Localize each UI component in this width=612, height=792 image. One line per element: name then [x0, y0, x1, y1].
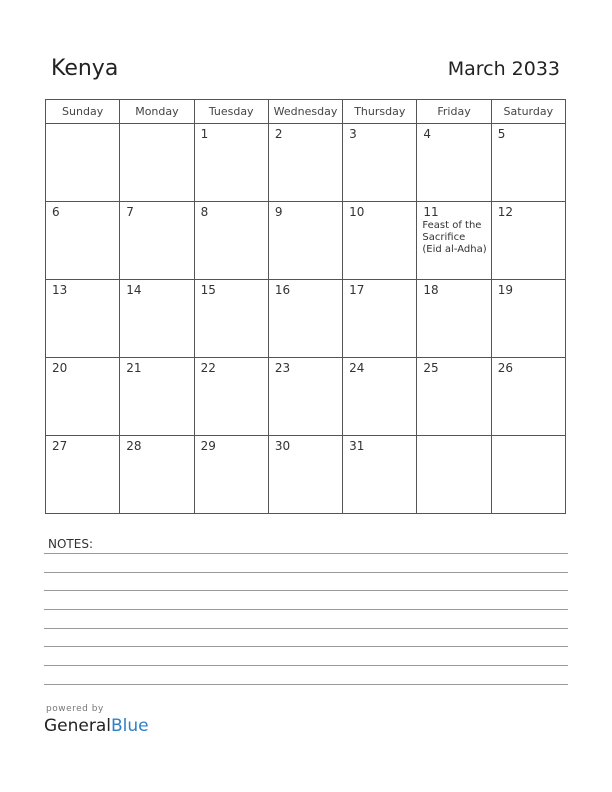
day-number: 24 — [349, 361, 365, 375]
week-row — [46, 124, 566, 202]
day-cell — [268, 124, 342, 202]
day-cell — [46, 436, 120, 514]
day-number: 3 — [349, 127, 357, 141]
day-number: 10 — [349, 205, 365, 219]
day-number: 12 — [497, 205, 513, 219]
day-cell — [46, 280, 120, 358]
day-number — [120, 124, 193, 127]
day-number: 8 — [200, 205, 209, 219]
day-cell — [46, 124, 120, 202]
day-number: 21 — [126, 361, 142, 375]
day-cell — [194, 202, 268, 280]
day-cell — [343, 202, 417, 280]
week-row — [46, 436, 566, 514]
day-number: 14 — [126, 283, 142, 297]
day-number — [492, 436, 565, 439]
country-title: Kenya — [51, 56, 119, 81]
note-line — [44, 609, 568, 610]
month-year-title: March 2033 — [447, 58, 560, 80]
day-number: 20 — [52, 361, 68, 375]
day-number: 6 — [52, 205, 60, 219]
weekday-friday: Friday — [417, 100, 491, 124]
day-number: 30 — [274, 439, 291, 453]
day-cell — [194, 358, 268, 436]
powered-by-text: powered by — [46, 704, 104, 714]
day-cell — [120, 358, 194, 436]
day-number: 18 — [423, 283, 439, 297]
day-number: 11 — [423, 205, 439, 219]
day-cell — [194, 436, 268, 514]
day-cell — [491, 124, 565, 202]
day-cell — [268, 280, 342, 358]
weekday-sunday: Sunday — [46, 100, 120, 124]
day-cell — [120, 280, 194, 358]
holiday-label: Feast of the Sacrifice (Eid al-Adha) — [422, 220, 487, 255]
day-cell — [417, 280, 491, 358]
day-cell — [417, 358, 491, 436]
day-cell — [120, 436, 194, 514]
day-cell — [491, 436, 565, 514]
note-line — [44, 553, 568, 554]
day-cell — [491, 358, 565, 436]
note-line — [44, 684, 568, 685]
day-number: 1 — [200, 127, 209, 141]
day-number: 2 — [274, 127, 283, 141]
logo-general: General — [44, 716, 111, 736]
weekday-wednesday: Wednesday — [268, 100, 342, 124]
notes-label: NOTES: — [48, 537, 93, 551]
day-number: 28 — [126, 439, 142, 453]
week-row — [46, 202, 566, 280]
generalblue-logo — [44, 716, 149, 736]
weekday-thursday: Thursday — [343, 100, 417, 124]
day-cell — [343, 124, 417, 202]
day-number: 9 — [274, 205, 283, 219]
day-number: 4 — [423, 127, 432, 141]
day-number: 7 — [126, 205, 134, 219]
weekday-tuesday: Tuesday — [194, 100, 268, 124]
weekday-saturday: Saturday — [491, 100, 565, 124]
day-number: 22 — [200, 361, 216, 375]
day-cell — [194, 280, 268, 358]
day-cell — [343, 280, 417, 358]
day-number: 26 — [497, 361, 513, 375]
day-number: 25 — [423, 361, 439, 375]
day-cell — [491, 202, 565, 280]
weekday-header-row — [46, 100, 566, 124]
day-cell — [120, 124, 194, 202]
day-number: 17 — [349, 283, 365, 297]
day-number: 15 — [200, 283, 216, 297]
day-cell — [268, 436, 342, 514]
day-cell — [343, 358, 417, 436]
day-cell — [417, 436, 491, 514]
day-cell — [194, 124, 268, 202]
week-row — [46, 358, 566, 436]
day-cell — [46, 202, 120, 280]
day-cell — [268, 202, 342, 280]
day-number: 29 — [200, 439, 216, 453]
day-cell — [491, 280, 565, 358]
weekday-monday: Monday — [120, 100, 194, 124]
note-line — [44, 628, 568, 629]
day-number: 19 — [497, 283, 513, 297]
day-cell — [268, 358, 342, 436]
day-number: 16 — [274, 283, 291, 297]
day-number: 5 — [497, 127, 506, 141]
day-cell — [343, 436, 417, 514]
day-cell — [120, 202, 194, 280]
note-line — [44, 572, 568, 573]
day-number: 13 — [52, 283, 68, 297]
day-number — [46, 124, 119, 127]
week-row — [46, 280, 566, 358]
note-line — [44, 590, 568, 591]
note-line — [44, 665, 568, 666]
day-cell — [417, 124, 491, 202]
day-cell — [46, 358, 120, 436]
day-cell — [417, 202, 491, 280]
calendar-grid — [45, 99, 566, 514]
day-number: 23 — [274, 361, 291, 375]
day-number: 31 — [349, 439, 365, 453]
logo-blue: Blue — [111, 716, 149, 736]
day-number: 27 — [52, 439, 68, 453]
note-line — [44, 646, 568, 647]
day-number — [417, 436, 490, 439]
